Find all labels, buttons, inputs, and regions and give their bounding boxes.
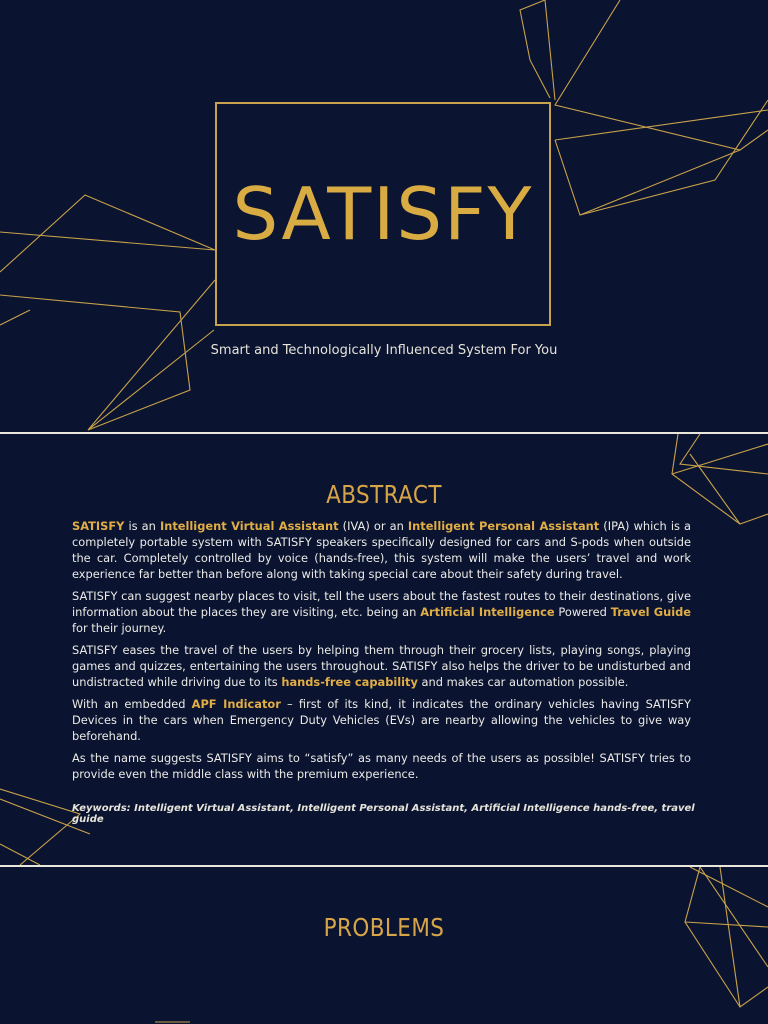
document-subtitle: Smart and Technologically Influenced System For You	[210, 343, 558, 358]
abstract-body	[72, 518, 691, 788]
text-run: for their journey.	[72, 621, 167, 635]
text-run: Powered	[554, 605, 611, 619]
highlight-satisfy: SATISFY	[72, 519, 125, 533]
highlight-travel-guide: Travel Guide	[610, 605, 692, 619]
decorative-gold-lines	[0, 867, 768, 1024]
abstract-paragraph-1	[72, 518, 691, 582]
abstract-paragraph-2	[72, 588, 691, 636]
highlight-ai: Artificial Intelligence	[420, 605, 555, 619]
text-run: is an	[124, 519, 160, 533]
highlight-ipa: Intelligent Personal Assistant	[407, 519, 600, 533]
title-frame	[215, 102, 551, 326]
problems-slide	[0, 867, 768, 1024]
text-run: SATISFY eases the travel of the users by helping them through their grocery lists, playing songs, playing games and quizzes, entertaining the users throughout. SATISFY also helps the driver to be undisturbed and undistracted while driving due to its	[72, 643, 691, 689]
text-run: SATISFY can suggest nearby places to visit, tell the users about the fastest routes to their destinations, give information about the places they are visiting, etc. being an	[72, 589, 691, 619]
keywords-line: Keywords: Intelligent Virtual Assistant, Intelligent Personal Assistant, Artificial Intelligence hands-free, travel guide	[72, 803, 695, 825]
text-run: and makes car automation possible.	[417, 675, 629, 689]
title-slide	[0, 0, 768, 432]
document-title: SATISFY	[232, 172, 534, 256]
text-run: – first of its kind, it indicates the ordinary vehicles having SATISFY Devices in the cars when Emergency Duty Vehicles (EVs) are nearby allowing the vehicles to give way beforehand.	[72, 697, 691, 743]
highlight-iva: Intelligent Virtual Assistant	[159, 519, 339, 533]
text-run: (IVA) or an	[338, 519, 408, 533]
text-run: With an embedded	[72, 697, 192, 711]
abstract-slide	[0, 434, 768, 865]
abstract-paragraph-5: As the name suggests SATISFY aims to “satisfy” as many needs of the users as possible! SATISFY tries to provide even the middle class with the premium experience.	[72, 751, 691, 781]
highlight-hands-free: hands-free capability	[281, 675, 418, 689]
problems-heading: PROBLEMS	[323, 913, 445, 942]
abstract-paragraph-4	[72, 696, 691, 744]
highlight-apf-indicator: APF Indicator	[191, 697, 281, 711]
abstract-heading: ABSTRACT	[326, 480, 442, 509]
text-run: (IPA) which is a completely portable system with SATISFY speakers specifically designed for cars and S-pods when outside the car. Completely controlled by voice (hands-free), this system will make the users’ travel and work experience far better than before along with taking special care about their safety during travel.	[72, 519, 692, 581]
abstract-paragraph-3	[72, 642, 691, 690]
